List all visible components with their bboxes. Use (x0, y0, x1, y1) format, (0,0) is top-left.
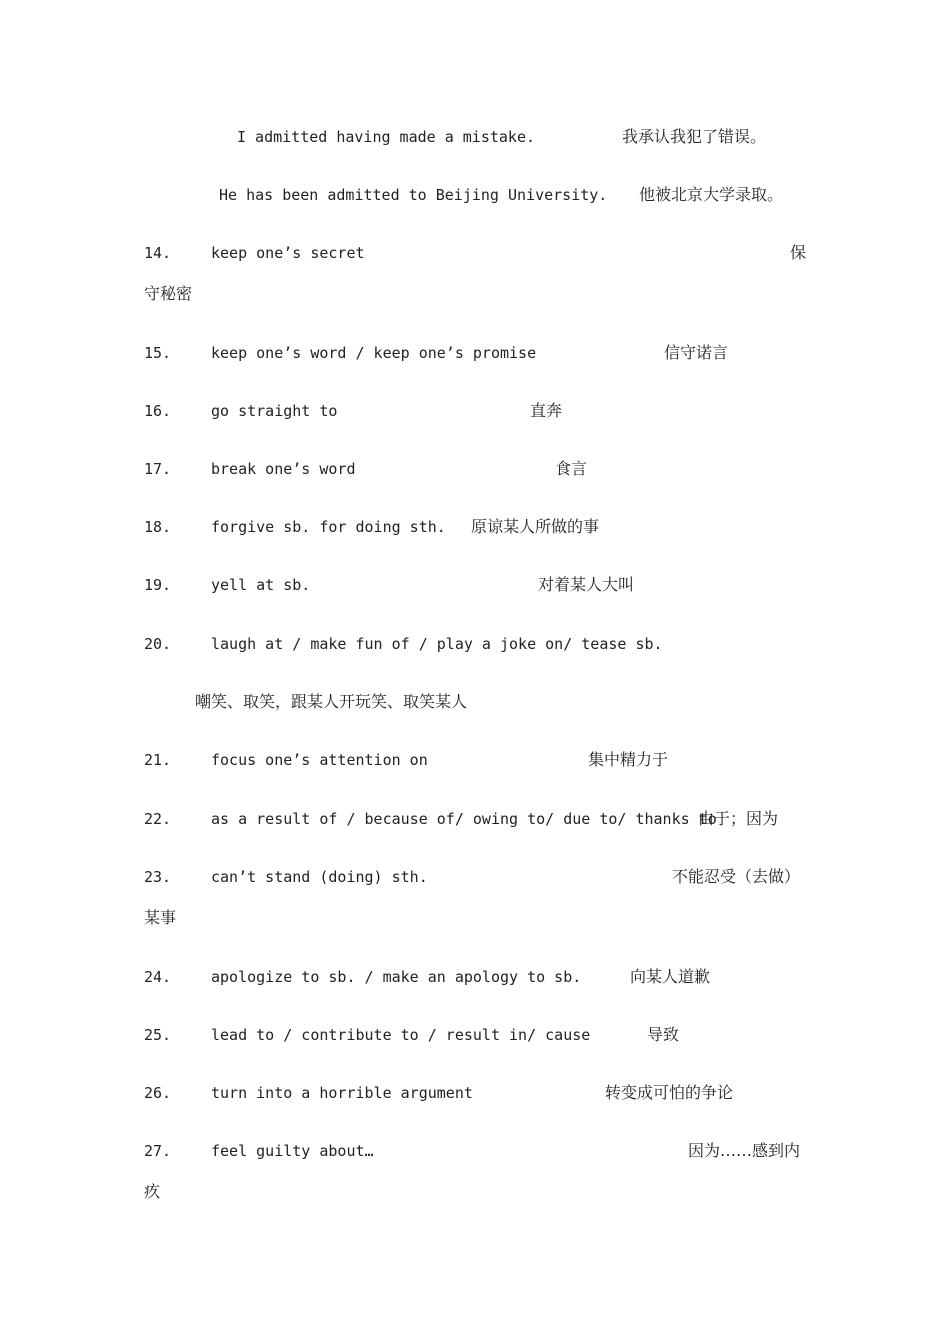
entry-translation: 原谅某人所做的事 (471, 517, 600, 536)
entry-translation-continued: 疚 (144, 1182, 161, 1201)
entry-translation-continued: 某事 (144, 908, 177, 927)
entry-translation: 因为……感到内 (688, 1141, 801, 1160)
entry-number: 22. (144, 810, 172, 828)
entry-translation: 转变成可怕的争论 (605, 1083, 734, 1102)
entry-number: 14. (144, 244, 172, 262)
entry-phrase: keep one’s secret (211, 244, 365, 262)
entry-number: 26. (144, 1084, 172, 1102)
entry-phrase: focus one’s attention on (211, 751, 428, 769)
entry-translation: 信守诺言 (664, 343, 729, 362)
entry-number: 16. (144, 402, 172, 420)
entry-translation: 由于；因为 (698, 809, 779, 828)
entry-translation-continued: 嘲笑、取笑，跟某人开玩笑、取笑某人 (195, 692, 468, 711)
example-sentence-en: He has been admitted to Beijing University. (219, 186, 608, 204)
entry-phrase: forgive sb. for doing sth. (211, 518, 446, 536)
entry-phrase: apologize to sb. / make an apology to sb. (211, 968, 582, 986)
entry-number: 23. (144, 868, 172, 886)
entry-translation: 向某人道歉 (630, 967, 711, 986)
entry-phrase: go straight to (211, 402, 338, 420)
example-sentence-en: I admitted having made a mistake. (237, 128, 536, 146)
entry-translation: 导致 (647, 1025, 680, 1044)
entry-translation: 直奔 (530, 401, 563, 420)
example-sentence-zh: 他被北京大学录取。 (639, 185, 784, 204)
entry-number: 25. (144, 1026, 172, 1044)
entry-translation: 对着某人大叫 (538, 575, 635, 594)
entry-translation: 不能忍受（去做） (672, 867, 801, 886)
entry-number: 21. (144, 751, 172, 769)
entry-translation: 集中精力于 (588, 750, 669, 769)
entry-translation-continued: 守秘密 (144, 284, 193, 303)
entry-translation: 保 (790, 243, 807, 262)
entry-number: 20. (144, 635, 172, 653)
entry-phrase: keep one’s word / keep one’s promise (211, 344, 537, 362)
example-sentence-zh: 我承认我犯了错误。 (622, 127, 767, 146)
entry-phrase: can’t stand (doing) sth. (211, 868, 428, 886)
entry-phrase: feel guilty about… (211, 1142, 374, 1160)
entry-number: 19. (144, 576, 172, 594)
entry-phrase: lead to / contribute to / result in/ cause (211, 1026, 591, 1044)
entry-phrase: turn into a horrible argument (211, 1084, 473, 1102)
entry-number: 15. (144, 344, 172, 362)
entry-translation: 食言 (555, 459, 588, 478)
entry-number: 17. (144, 460, 172, 478)
entry-phrase: yell at sb. (211, 576, 311, 594)
entry-number: 27. (144, 1142, 172, 1160)
entry-phrase: laugh at / make fun of / play a joke on/ tease sb. (211, 635, 663, 653)
entry-number: 18. (144, 518, 172, 536)
entry-phrase: as a result of / because of/ owing to/ due to/ thanks to (211, 810, 717, 828)
entry-phrase: break one’s word (211, 460, 356, 478)
entry-number: 24. (144, 968, 172, 986)
